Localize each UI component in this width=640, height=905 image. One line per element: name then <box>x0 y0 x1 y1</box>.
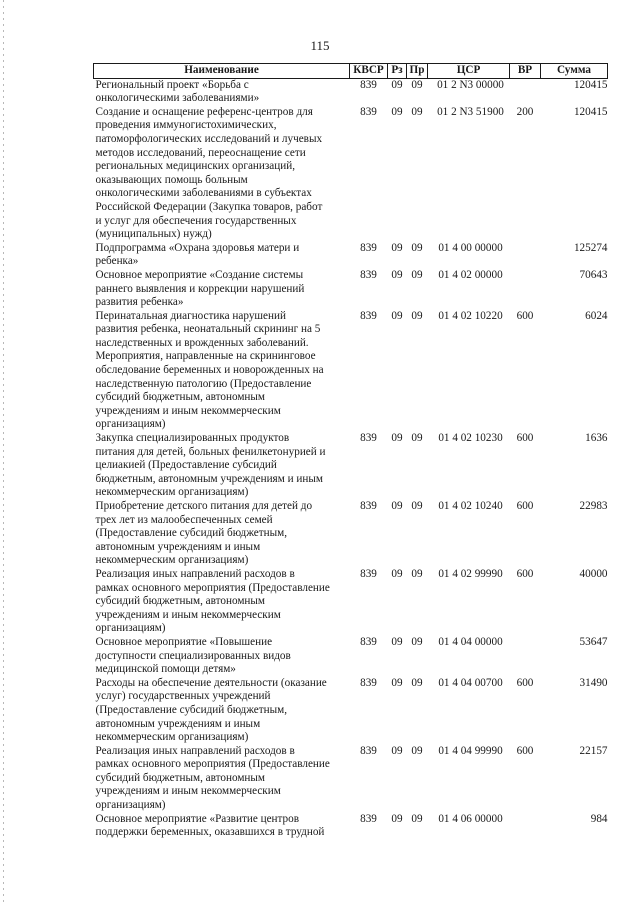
row-sum: 70643 <box>579 268 608 281</box>
row-rz: 09 <box>391 500 403 512</box>
row-kvsr: 839 <box>360 78 377 91</box>
row-csr: 01 4 02 10230 <box>438 432 503 445</box>
row-name-line: развития ребенка» <box>95 296 184 309</box>
row-name-line: региональных медицинских организаций, <box>95 160 296 173</box>
row-name <box>94 636 350 677</box>
row-name-line: и услуг для обеспечения государственных <box>95 214 297 227</box>
row-name-line: Реализация иных направлений расходов в <box>95 567 295 580</box>
row-pr: 09 <box>411 567 423 580</box>
row-sum: 120415 <box>573 78 608 91</box>
row-name <box>94 432 350 500</box>
row-csr: 01 4 02 10220 <box>438 309 503 322</box>
row-name-line: учреждениям и иным некоммерческим <box>95 608 281 621</box>
row-name <box>94 568 350 636</box>
row-vr <box>510 78 541 106</box>
row-sum: 22157 <box>579 744 608 757</box>
row-name-line: трех лет из малообеспеченных семей <box>95 513 273 526</box>
row-sum: 31490 <box>579 676 608 689</box>
row-name-line: обследование беременных и новорожденных на <box>95 364 324 377</box>
row-name-line: питания для детей, больных фенилкетонурией и <box>95 445 326 458</box>
row-rz: 09 <box>391 105 403 118</box>
row-name-line: раннего выявления и коррекции нарушений <box>95 282 305 295</box>
row-name-line: Приобретение детского питания для детей до <box>95 500 313 512</box>
row-kvsr: 839 <box>360 500 377 512</box>
row-name-line: учреждениям и иным некоммерческим <box>95 785 281 798</box>
row-name-line: некоммерческим организациям) <box>95 554 249 567</box>
row-name-line: бюджетным, автономным учреждениям и иным <box>95 472 323 485</box>
table-row <box>94 310 608 432</box>
column-header-kvsr: КВСР <box>350 64 388 79</box>
row-kvsr: 839 <box>360 635 377 648</box>
row-vr <box>510 242 541 269</box>
row-name-line: Расходы на обеспечение деятельности (оказание <box>95 676 327 689</box>
row-name <box>94 500 350 568</box>
row-name-line: наследственную патологию (Предоставление <box>95 377 312 390</box>
row-name-line: онкологическими заболеваниями в субъектах <box>95 187 312 200</box>
row-sum: 40000 <box>579 567 608 580</box>
row-name-line: автономным учреждениям и иным <box>95 717 261 730</box>
row-csr: 01 4 04 99990 <box>438 744 503 757</box>
row-kvsr: 839 <box>360 567 377 580</box>
table-row <box>94 636 608 677</box>
row-name-line: субсидий бюджетным, автономным <box>95 595 265 608</box>
row-name-line: Основное мероприятие «Создание системы <box>95 268 304 281</box>
row-rz: 09 <box>391 309 403 322</box>
row-name-line: некоммерческим организациям) <box>95 731 249 744</box>
row-kvsr: 839 <box>360 432 377 445</box>
row-name-line: Закупка специализированных продуктов <box>95 432 290 445</box>
row-rz: 09 <box>391 241 403 254</box>
row-csr: 01 4 00 00000 <box>438 241 503 254</box>
row-name-line: (муниципальных) нужд) <box>95 228 212 241</box>
row-csr: 01 4 04 00700 <box>438 676 503 689</box>
row-name <box>94 677 350 745</box>
row-name-line: Перинатальная диагностика нарушений <box>95 309 286 322</box>
row-name-line: Мероприятия, направленные на скрининговое <box>95 350 316 363</box>
row-name <box>94 813 350 840</box>
row-rz: 09 <box>391 432 403 445</box>
row-name <box>94 269 350 310</box>
row-name <box>94 242 350 269</box>
table-row <box>94 813 608 840</box>
row-vr <box>510 636 541 677</box>
row-name-line: целиакией (Предоставление субсидий <box>95 459 277 472</box>
row-name-line: проведения иммуногистохимических, <box>95 119 277 132</box>
row-name-line: субсидий бюджетным, автономным <box>95 391 265 404</box>
column-header-rz: Рз <box>388 64 407 79</box>
column-header-vr: ВР <box>510 64 541 79</box>
row-name-line: поддержки беременных, оказавшихся в трудной <box>95 826 325 839</box>
row-kvsr: 839 <box>360 309 377 322</box>
row-sum: 984 <box>590 812 608 825</box>
row-pr: 09 <box>411 812 423 825</box>
row-name-line: онкологическими заболеваниями» <box>95 92 260 105</box>
page-number: 115 <box>310 38 330 53</box>
scan-margin-line <box>3 0 4 905</box>
row-csr: 01 4 02 10240 <box>438 500 503 512</box>
row-name <box>94 106 350 242</box>
row-csr: 01 4 04 00000 <box>438 635 503 648</box>
row-name <box>94 78 350 106</box>
row-rz: 09 <box>391 744 403 757</box>
row-vr <box>510 269 541 310</box>
column-header-name: Наименование <box>94 64 350 79</box>
row-rz: 09 <box>391 635 403 648</box>
row-name-line: некоммерческим организациям) <box>95 486 249 499</box>
row-vr: 200 <box>516 105 534 118</box>
row-kvsr: 839 <box>360 241 377 254</box>
row-name-line: организациям) <box>95 418 166 431</box>
table-header-row <box>94 64 608 79</box>
row-pr: 09 <box>411 268 423 281</box>
row-csr: 01 4 06 00000 <box>438 812 503 825</box>
table-row <box>94 432 608 500</box>
row-rz: 09 <box>391 812 403 825</box>
row-name <box>94 310 350 432</box>
row-pr: 09 <box>411 105 423 118</box>
row-name-line: медицинской помощи детям» <box>95 663 236 676</box>
row-sum: 120415 <box>573 105 608 118</box>
column-header-csr: ЦСР <box>428 64 510 79</box>
row-name-line: наследственных и врожденных заболеваний. <box>95 336 309 349</box>
row-pr: 09 <box>411 635 423 648</box>
table-row <box>94 500 608 568</box>
row-name-line: Реализация иных направлений расходов в <box>95 744 295 757</box>
row-name-line: учреждениям и иным некоммерческим <box>95 404 281 417</box>
row-name-line: доступности специализированных видов <box>95 649 291 662</box>
row-vr: 600 <box>516 500 534 512</box>
row-name-line: (Предоставление субсидий бюджетным, <box>95 527 288 540</box>
row-pr: 09 <box>411 676 423 689</box>
row-name-line: рамках основного мероприятия (Предоставление <box>95 758 330 771</box>
row-sum: 1636 <box>585 432 608 445</box>
table-row <box>94 745 608 813</box>
table-row <box>94 106 608 242</box>
row-name-line: услуг) государственных учреждений <box>95 690 271 703</box>
row-name-line: Создание и оснащение референс-центров для <box>95 105 313 118</box>
row-name-line: субсидий бюджетным, автономным <box>95 771 265 784</box>
row-name-line: Основное мероприятие «Повышение <box>95 635 273 648</box>
row-rz: 09 <box>391 567 403 580</box>
row-csr: 01 4 02 00000 <box>438 268 503 281</box>
row-name-line: организациям) <box>95 622 166 635</box>
table-row <box>94 568 608 636</box>
row-sum: 125274 <box>573 241 608 254</box>
row-name-line: организациям) <box>95 799 166 812</box>
row-vr: 600 <box>516 676 534 689</box>
row-sum: 53647 <box>579 635 608 648</box>
row-csr: 01 4 02 99990 <box>438 567 503 580</box>
row-pr: 09 <box>411 500 423 512</box>
column-header-sum: Сумма <box>541 64 608 79</box>
row-name-line: развития ребенка, неонатальный скрининг на 5 <box>95 323 321 336</box>
row-kvsr: 839 <box>360 744 377 757</box>
row-sum: 6024 <box>585 309 608 322</box>
row-name-line: автономным учреждениям и иным <box>95 540 261 553</box>
row-vr <box>510 813 541 840</box>
column-header-pr: Пр <box>407 64 428 79</box>
row-vr: 600 <box>516 567 534 580</box>
table-row <box>94 269 608 310</box>
row-name-line: ребенка» <box>95 255 139 268</box>
row-name-line: Региональный проект «Борьба с <box>95 78 249 91</box>
row-rz: 09 <box>391 676 403 689</box>
row-kvsr: 839 <box>360 812 377 825</box>
row-pr: 09 <box>411 241 423 254</box>
row-pr: 09 <box>411 78 423 91</box>
row-name <box>94 745 350 813</box>
row-pr: 09 <box>411 309 423 322</box>
row-name-line: Основное мероприятие «Развитие центров <box>95 812 300 825</box>
row-kvsr: 839 <box>360 105 377 118</box>
row-sum: 22983 <box>579 500 608 512</box>
row-vr: 600 <box>516 309 534 322</box>
row-vr: 600 <box>516 744 534 757</box>
row-kvsr: 839 <box>360 268 377 281</box>
row-name-line: Подпрограмма «Охрана здоровья матери и <box>95 241 300 254</box>
row-name-line: патоморфологических исследований и лучевых <box>95 132 323 145</box>
row-name-line: Российской Федерации (Закупка товаров, работ <box>95 200 323 213</box>
table-row <box>94 677 608 745</box>
row-rz: 09 <box>391 268 403 281</box>
row-pr: 09 <box>411 432 423 445</box>
row-rz: 09 <box>391 78 403 91</box>
table-row <box>94 242 608 269</box>
row-name-line: методов исследований, переоснащение сети <box>95 146 306 159</box>
row-csr: 01 2 N3 51900 <box>437 105 504 118</box>
row-vr: 600 <box>516 432 534 445</box>
row-kvsr: 839 <box>360 676 377 689</box>
row-csr: 01 2 N3 00000 <box>437 78 504 91</box>
table-row <box>94 78 608 106</box>
row-name-line: рамках основного мероприятия (Предоставление <box>95 581 330 594</box>
row-name-line: (Предоставление субсидий бюджетным, <box>95 703 288 716</box>
row-name-line: оказывающих помощь больным <box>95 173 248 186</box>
budget-table <box>93 63 608 840</box>
row-pr: 09 <box>411 744 423 757</box>
